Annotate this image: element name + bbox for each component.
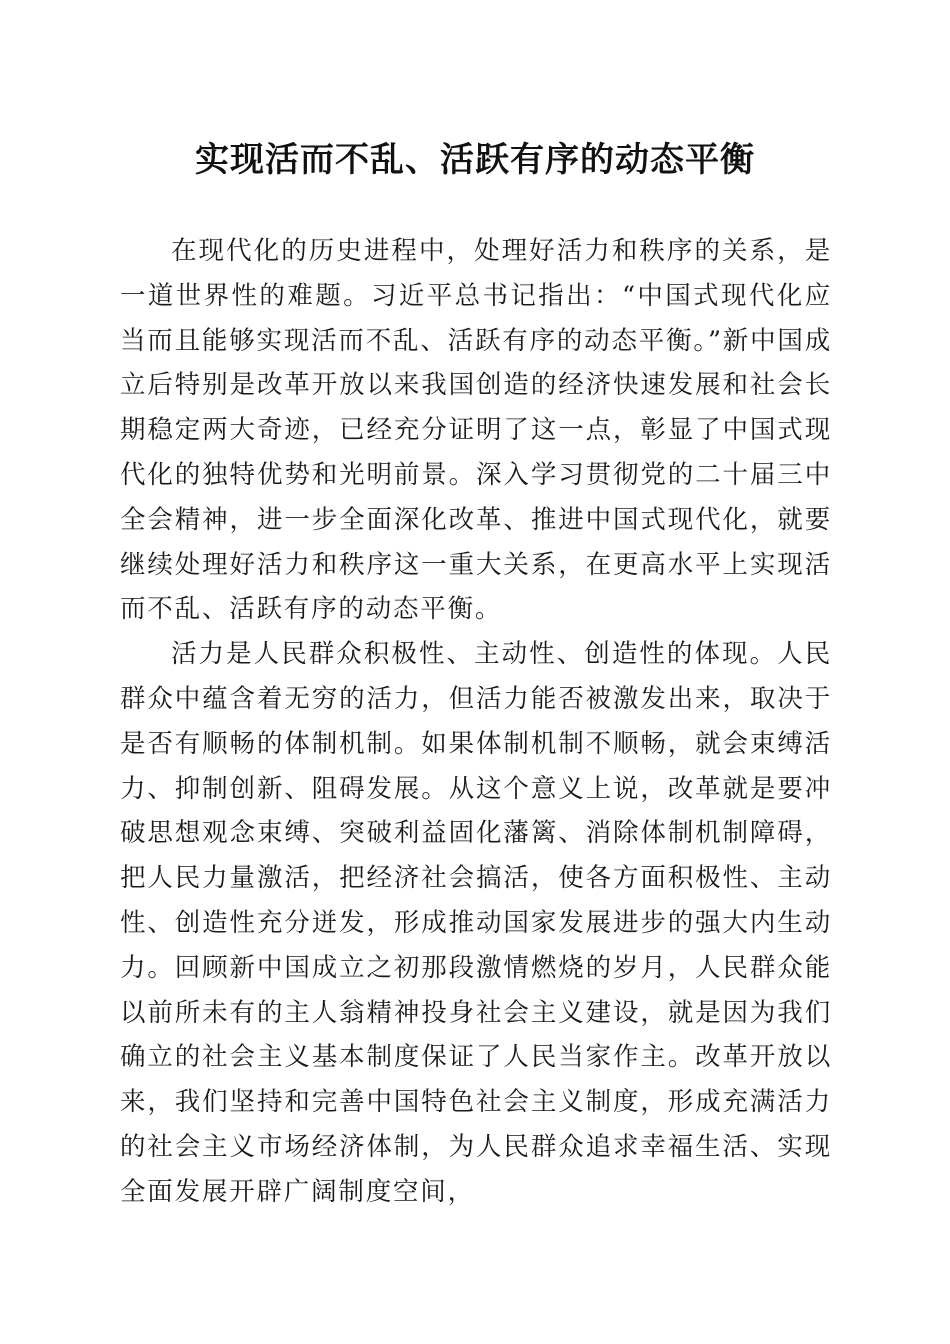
document-body [120, 229, 832, 1215]
document-title: 实现活而不乱、活跃有序的动态平衡 [195, 140, 755, 180]
paragraph-1: 在现代化的历史进程中，处理好活力和秩序的关系，是一道世界性的难题。习近平总书记指出：“中国式现代化应当而且能够实现活而不乱、活跃有序的动态平衡。”新中国成立后特别是改革开放以来我国创造的经济快速发展和社会长期稳定两大奇迹，已经充分证明了这一点，彰显了中国式现代化的独特优势和光明前景。深入学习贯彻党的二十届三中全会精神，进一步全面深化改革、推进中国式现代化，就要继续处理好活力和秩序这一重大关系，在更高水平上实现活而不乱、活跃有序的动态平衡。 [120, 236, 832, 625]
paragraph-2: 活力是人民群众积极性、主动性、创造性的体现。人民群众中蕴含着无穷的活力，但活力能否被激发出来，取决于是否有顺畅的体制机制。如果体制机制不顺畅，就会束缚活力、抑制创新、阻碍发展。从这个意义上说，改革就是要冲破思想观念束缚、突破利益固化藩篱、消除体制机制障碍，把人民力量激活，把经济社会搞活，使各方面积极性、主动性、创造性充分迸发，形成推动国家发展进步的强大内生动力。回顾新中国成立之初那段激情燃烧的岁月，人民群众能以前所未有的主人翁精神投身社会主义建设，就是因为我们确立的社会主义基本制度保证了人民当家作主。改革开放以来，我们坚持和完善中国特色社会主义制度，形成充满活力的社会主义市场经济体制，为人民群众追求幸福生活、实现全面发展开辟广阔制度空间， [120, 639, 832, 1207]
